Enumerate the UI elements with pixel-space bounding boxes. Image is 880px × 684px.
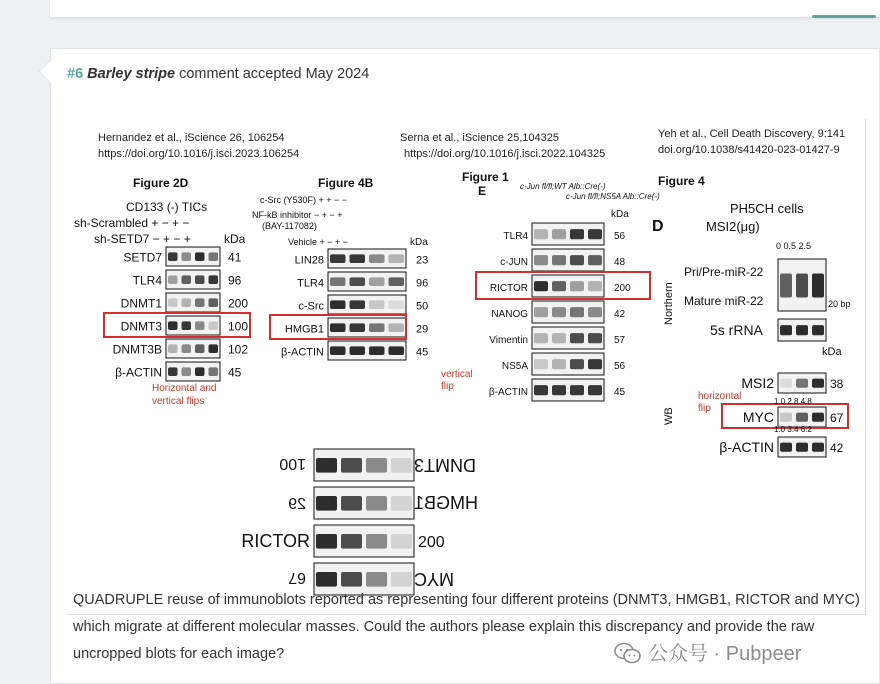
panel-2d-note-1: Horizontal and (152, 383, 217, 394)
panel-1e-label-4: Vimentin (489, 335, 528, 347)
panel-1e-title: Figure 1 (462, 170, 509, 184)
panel-2d-label-3: DNMT3 (120, 319, 162, 334)
panel-2d-kda: kDa (224, 232, 246, 246)
panel-4b-kda-2: 50 (416, 300, 429, 313)
panel-4b-kda-0: 23 (416, 254, 429, 267)
panel-2d-row1: sh-Scrambled + − + − (74, 216, 190, 230)
panel-1e-kda-5: 56 (614, 361, 626, 373)
panel-1e-kda-0: 56 (614, 231, 626, 243)
panel-4b-label-2: c-Src (298, 300, 324, 313)
previous-comment-card (50, 0, 880, 18)
panel-1e-label-5: NS5A (501, 361, 528, 373)
panel-4d-n2: Mature miR-22 (684, 294, 764, 308)
panel-1e-label-0: TLR4 (503, 231, 528, 243)
stack-kda-3: 67 (288, 569, 306, 586)
panel-4b-label-1: TLR4 (297, 277, 324, 290)
stack-blot-2 (314, 525, 414, 557)
panel-1e-label-3: NANOG (491, 309, 528, 321)
stack-label-0: DNMT3 (414, 455, 476, 475)
panel-4d-rrna-blot (778, 319, 826, 341)
panel-4d-wb: WB (663, 407, 675, 425)
panel-2d-band-3 (166, 316, 220, 335)
panel-4d-wb-label-1: MYC (742, 409, 774, 425)
panel-1e-label-1: c-JUN (500, 257, 528, 269)
comment-figure[interactable] (66, 119, 866, 615)
panel-4d-msi: MSI2(μg) (706, 219, 760, 234)
panel-4b-band-2 (328, 295, 406, 314)
panel-2d-label-5: β-ACTIN (115, 365, 162, 380)
panel-4b-row3: (BAY-117082) (262, 221, 317, 231)
panel-4d-doses: 0 0.5 2.5 (776, 241, 812, 251)
panel-4d-bp: 20 bp (828, 299, 851, 309)
comment-number[interactable]: #6 (67, 66, 84, 82)
panel-4d-wb-label-0: MSI2 (741, 375, 774, 391)
panel-2d-kda-1: 96 (228, 273, 242, 288)
panel-2d-kda-4: 102 (228, 342, 249, 357)
panel-4b-note-1: vertical (441, 369, 473, 380)
panel-4b-kda-4: 45 (416, 346, 429, 359)
panel-2d-note-2: vertical flips (152, 396, 205, 407)
panel-1e-kda-4: 57 (614, 335, 626, 347)
panel-2d-kda-2: 200 (228, 296, 249, 311)
comment-card (50, 48, 880, 684)
stack-label-2: RICTOR (241, 531, 310, 551)
panel-2d-band-5 (166, 362, 220, 381)
panel-4b-label-4: β-ACTIN (281, 346, 324, 359)
panel-1e-band-2 (532, 275, 604, 297)
citation-hernandez-2: https://doi.org/10.1016/j.isci.2023.106254 (98, 148, 300, 160)
stack-kda-2: 200 (418, 534, 445, 551)
panel-4b-row2: NF-kB inhibitor − + − + (252, 210, 343, 220)
panel-2d-group: CD133 (-) TICs (126, 200, 208, 214)
comment-author[interactable]: Barley stripe (87, 66, 176, 82)
panel-4b-kda: kDa (410, 237, 428, 248)
panel-4b-row4: Vehicle + − + − (288, 237, 349, 247)
panel-1e-label-2: RICTOR (489, 283, 528, 295)
stack-blot-1 (314, 487, 414, 519)
panel-2d-label-0: SETD7 (123, 250, 162, 265)
comment-body: QUADRUPLE reuse of immunoblots reported as representing four different proteins (DNMT3, HMGB1, RICTOR and MYC) which migrate at different molecular masses. Could the authors please explain this discrepancy and provide the raw uncropped blots for each image? (73, 592, 860, 662)
stack-blot-0 (314, 449, 414, 481)
panel-1e-band-3 (532, 301, 604, 323)
panel-4d-wb-band-2 (778, 437, 826, 457)
panel-1e-kda-6: 45 (614, 387, 626, 399)
citation-yeh-1: Yeh et al., Cell Death Discovery, 9:141 (658, 128, 846, 140)
panel-4b-row1: c-Src (Y530F) + + − − (260, 195, 348, 205)
comment-header (67, 66, 369, 82)
panel-4d-note-1: horizontal (698, 391, 742, 402)
panel-1e-band-5 (532, 353, 604, 375)
citation-serna-2: https://doi.org/10.1016/j.isci.2022.104325 (404, 148, 606, 160)
panel-4d-wb-kda-0: 38 (830, 377, 844, 391)
panel-4d-wb-band-1 (778, 407, 826, 427)
panel-1e-kda-3: 42 (614, 309, 626, 321)
panel-1e-band-4 (532, 327, 604, 349)
panel-4d-kda: kDa (822, 346, 842, 358)
panel-4d-northern: Northern (663, 282, 675, 325)
panel-1e-letter: E (478, 184, 487, 198)
panel-1e-label-6: β-ACTIN (488, 387, 528, 399)
panel-1e-geno2: c-Jun fl/fl;NS5A Alb::Cre(-) (566, 192, 660, 201)
panel-4d-letter: D (652, 218, 664, 235)
panel-4b-band-0 (328, 249, 406, 268)
panel-2d-band-4 (166, 339, 220, 358)
panel-2d-title: Figure 2D (133, 176, 189, 190)
panel-2d-kda-0: 41 (228, 250, 242, 265)
watermark-text: 公众号 · Pubpeer (648, 643, 802, 665)
panel-4b-title: Figure 4B (318, 176, 374, 190)
panel-4d-wb-kda-2: 42 (830, 441, 844, 455)
panel-4d-wb-band-0 (778, 373, 826, 393)
panel-4b-kda-1: 96 (416, 277, 429, 290)
citation-yeh-2: doi.org/10.1038/s41420-023-01427-9 (658, 144, 840, 156)
panel-4d-wb-label-2: β-ACTIN (719, 439, 774, 455)
panel-4d-title: Figure 4 (658, 174, 705, 188)
panel-4d-note-2: flip (698, 403, 711, 414)
panel-4d-northern-blot (778, 259, 826, 311)
panel-1e-band-1 (532, 249, 604, 271)
panel-2d-kda-3: 100 (228, 319, 249, 334)
panel-2d-kda-5: 45 (228, 365, 242, 380)
panel-4d-n1: Pri/Pre-miR-22 (684, 265, 764, 279)
wechat-icon (614, 642, 642, 664)
stack-label-3: MYC (414, 569, 454, 589)
panel-4b-band-3 (328, 318, 406, 337)
figure-composite-image (66, 119, 866, 615)
panel-2d-band-2 (166, 293, 220, 312)
panel-2d-row2: sh-SETD7 − + − + (94, 232, 191, 246)
panel-4d-quant2: 1.0 3.4 6.2 (774, 425, 812, 434)
previous-card-button[interactable] (812, 15, 876, 18)
panel-1e-kda: kDa (611, 209, 629, 220)
panel-4b-note-2: flip (441, 381, 454, 392)
panel-2d-label-2: DNMT1 (120, 296, 162, 311)
panel-4b-label-0: LIN28 (294, 254, 324, 267)
stack-label-1: HMGB1 (414, 493, 479, 513)
panel-1e-band-6 (532, 379, 604, 401)
panel-2d-band-1 (166, 270, 220, 289)
panel-4b-band-1 (328, 272, 406, 291)
panel-4b-band-4 (328, 341, 406, 360)
panel-4d-quant1: 1.0 2.8 4.8 (774, 397, 812, 406)
panel-2d-band-0 (166, 247, 220, 266)
panel-1e-band-0 (532, 223, 604, 245)
stack-kda-1: 29 (288, 496, 306, 513)
panel-4d-n3: 5s rRNA (710, 322, 763, 338)
watermark (614, 637, 801, 666)
panel-2d-label-4: DNMT3B (112, 342, 162, 357)
panel-1e-geno1: c-Jun fl/fl;WT Alb::Cre(-) (520, 182, 606, 191)
panel-4d-cells: PH5CH cells (730, 201, 804, 216)
citation-serna-1: Serna et al., iScience 25,104325 (400, 132, 560, 144)
panel-4d-wb-kda-1: 67 (830, 411, 844, 425)
panel-1e-kda-2: 200 (614, 283, 631, 295)
panel-2d-label-1: TLR4 (132, 273, 162, 288)
panel-4b-label-3: HMGB1 (284, 323, 324, 336)
panel-4b-kda-3: 29 (416, 323, 429, 336)
comment-status: comment accepted May 2024 (179, 66, 370, 82)
stack-kda-0: 100 (279, 455, 306, 472)
citation-hernandez-1: Hernandez et al., iScience 26, 106254 (98, 132, 285, 144)
panel-1e-kda-1: 48 (614, 257, 626, 269)
